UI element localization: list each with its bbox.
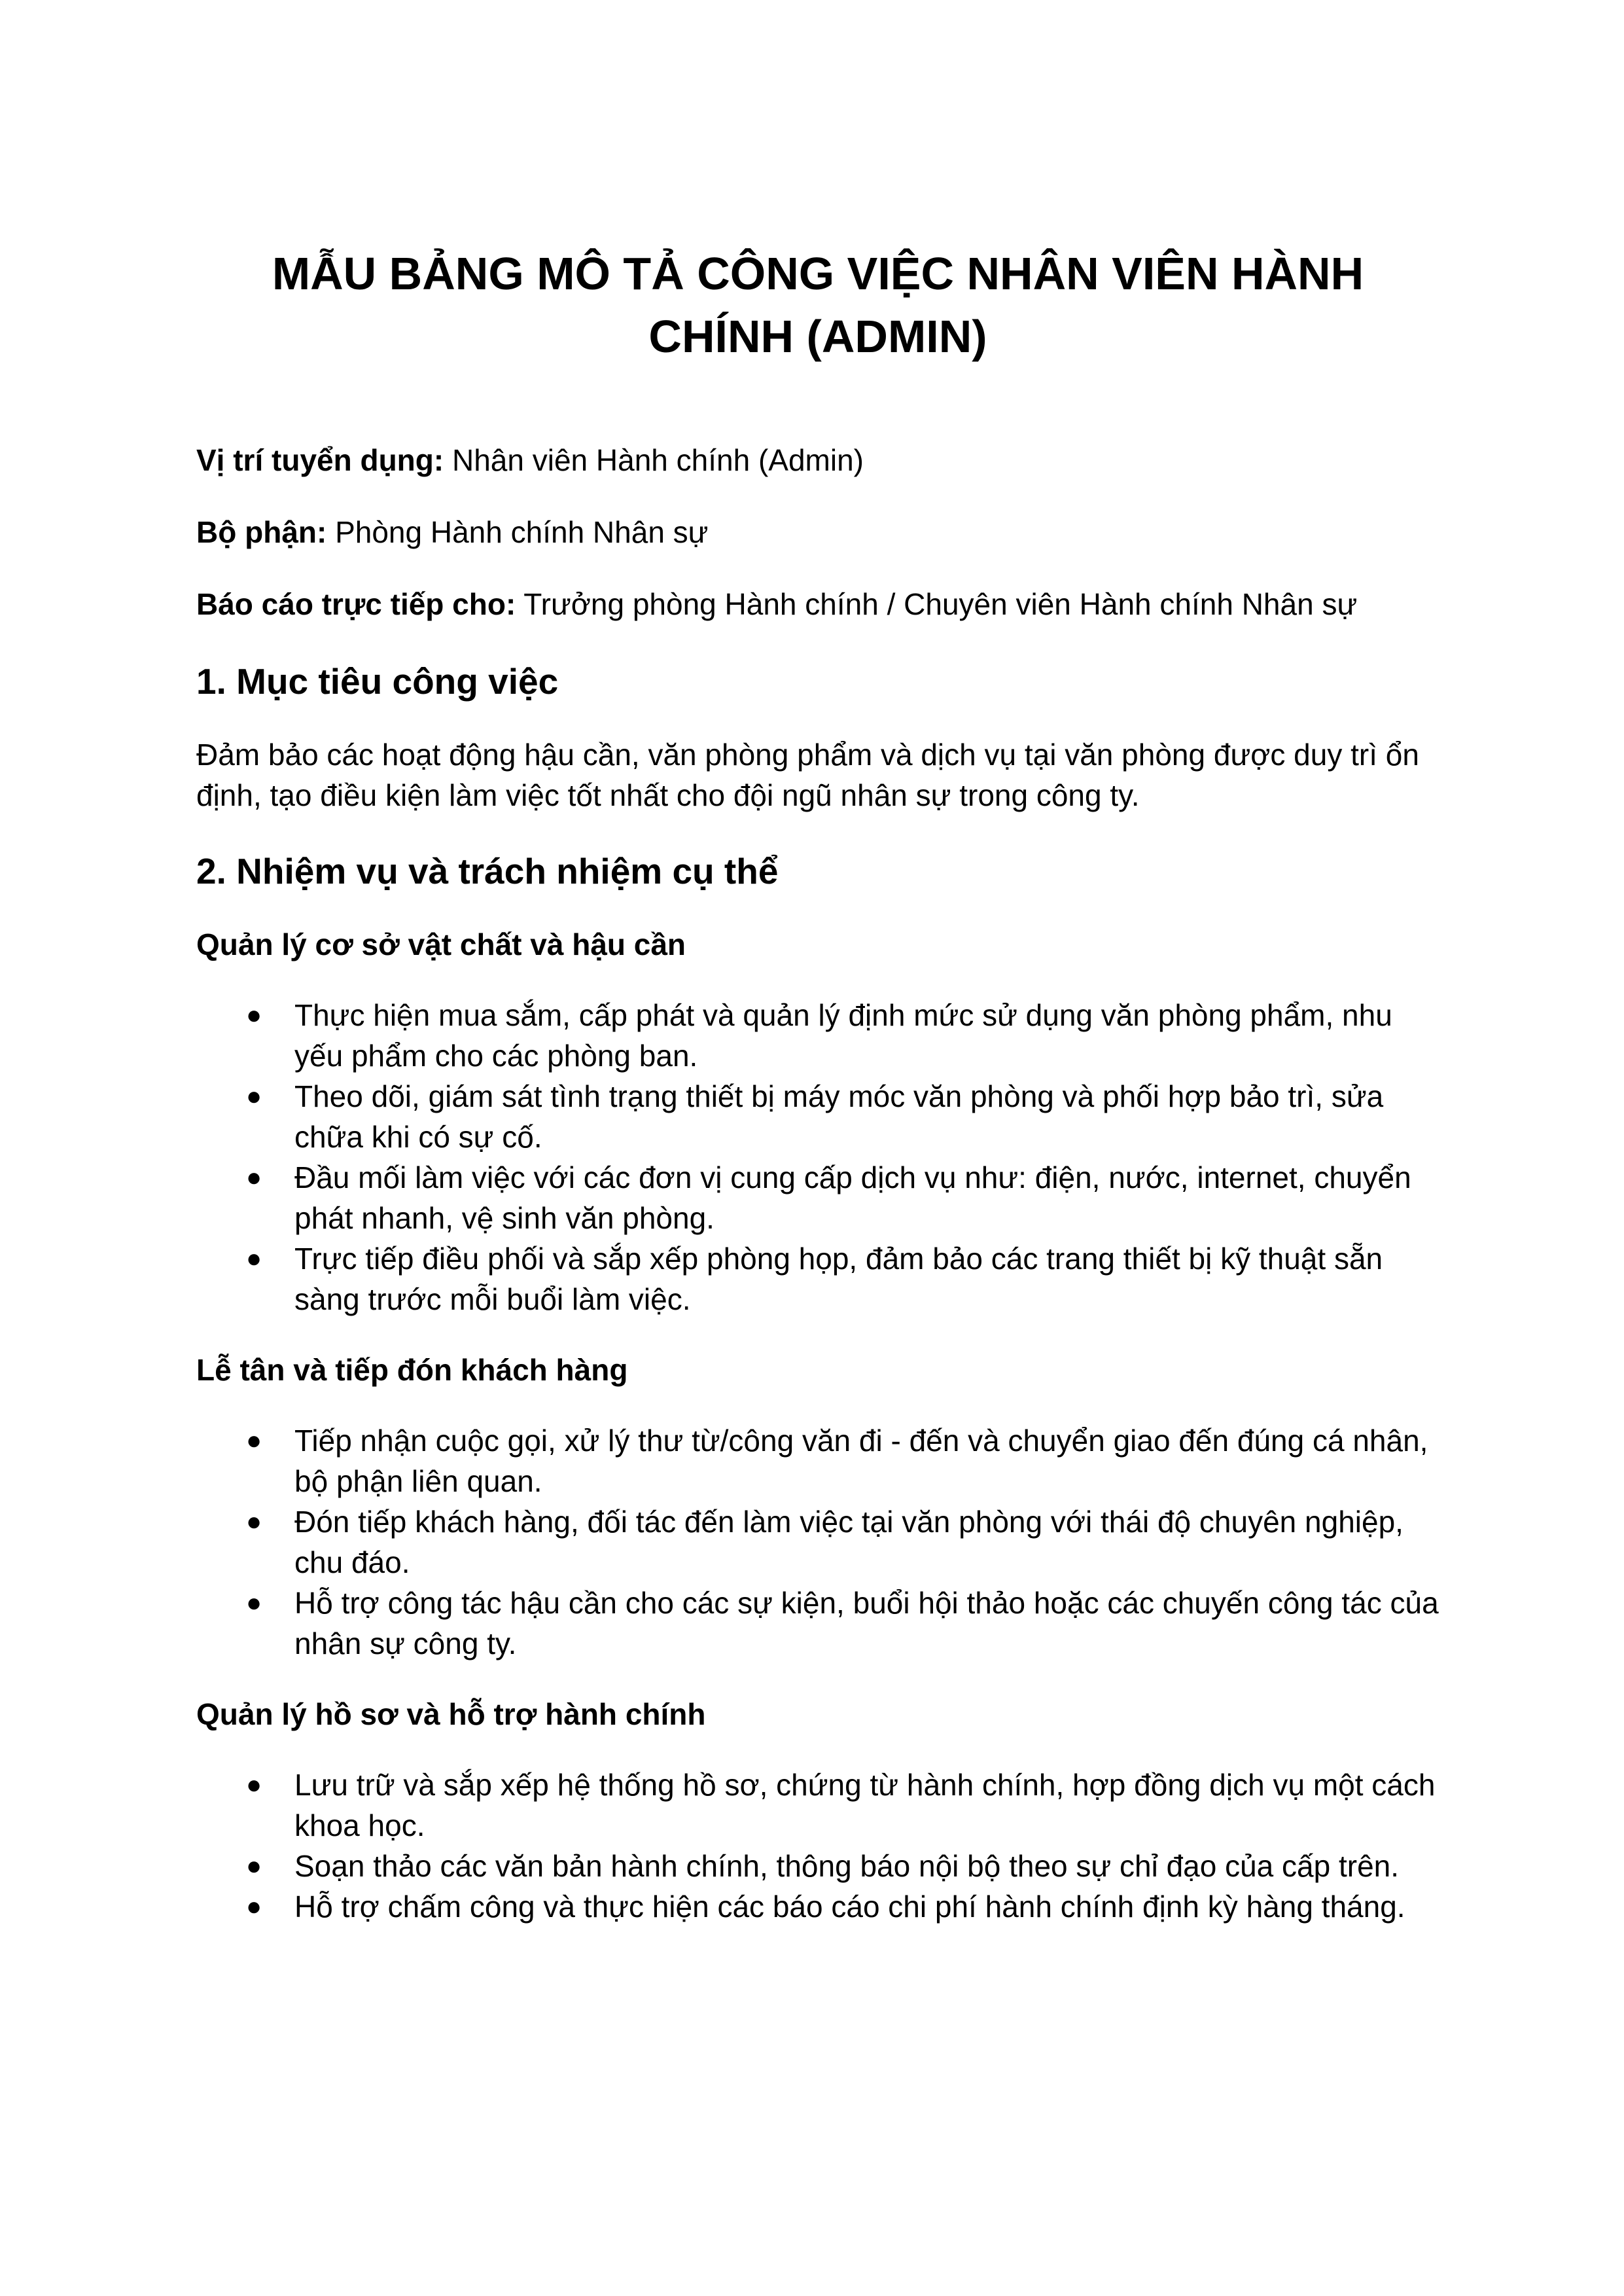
bullet-icon: ● <box>246 1507 262 1536</box>
list-item-text: Soạn thảo các văn bản hành chính, thông báo nội bộ theo sự chỉ đạo của cấp trên. <box>294 1849 1400 1883</box>
list-item-text: Trực tiếp điều phối và sắp xếp phòng họp, đảm bảo các trang thiết bị kỹ thuật sẵn sàng trước mỗi buổi làm việc. <box>294 1242 1383 1316</box>
list-item-text: Tiếp nhận cuộc gọi, xử lý thư từ/công văn đi - đến và chuyển giao đến đúng cá nhân, bộ phận liên quan. <box>294 1424 1428 1498</box>
list-item-text: Hỗ trợ công tác hậu cần cho các sự kiện, buổi hội thảo hoặc các chuyến công tác của nhân sự công ty. <box>294 1586 1439 1660</box>
bullet-icon: ● <box>246 1082 262 1111</box>
bullet-icon: ● <box>246 1001 262 1030</box>
meta-label: Vị trí tuyển dụng: <box>196 443 444 477</box>
list-item <box>196 1765 1439 1846</box>
list-item <box>196 1238 1439 1319</box>
meta-value: Trưởng phòng Hành chính / Chuyên viên Hành chính Nhân sự <box>516 587 1358 621</box>
list-item-text: Hỗ trợ chấm công và thực hiện các báo cáo chi phí hành chính định kỳ hàng tháng. <box>294 1890 1405 1924</box>
bullet-icon: ● <box>246 1892 262 1921</box>
records-list <box>196 1765 1439 1927</box>
section-heading-duties: 2. Nhiệm vụ và trách nhiệm cụ thể <box>196 851 779 891</box>
list-item <box>196 995 1439 1076</box>
list-item <box>196 1846 1439 1886</box>
list-item <box>196 1886 1439 1927</box>
list-item-text: Đầu mối làm việc với các đơn vị cung cấp dịch vụ như: điện, nước, internet, chuyển phát nhanh, vệ sinh văn phòng. <box>294 1160 1411 1235</box>
meta-label: Báo cáo trực tiếp cho: <box>196 587 516 621</box>
meta-department <box>196 512 1439 552</box>
bullet-icon: ● <box>246 1852 262 1880</box>
meta-reports-to <box>196 584 1439 624</box>
meta-value: Nhân viên Hành chính (Admin) <box>444 443 864 477</box>
list-item-text: Đón tiếp khách hàng, đối tác đến làm việc tại văn phòng với thái độ chuyên nghiệp, chu đáo. <box>294 1505 1403 1579</box>
list-item <box>196 1420 1439 1501</box>
bullet-icon: ● <box>246 1163 262 1192</box>
list-item <box>196 1583 1439 1664</box>
document-title: MẪU BẢNG MÔ TẢ CÔNG VIỆC NHÂN VIÊN HÀNH CHÍNH (ADMIN) <box>272 248 1364 362</box>
bullet-icon: ● <box>246 1244 262 1273</box>
bullet-icon: ● <box>246 1426 262 1455</box>
section-heading-objective: 1. Mục tiêu công việc <box>196 661 559 702</box>
list-item-text: Theo dõi, giám sát tình trạng thiết bị máy móc văn phòng và phối hợp bảo trì, sửa chữa khi có sự cố. <box>294 1079 1384 1154</box>
objective-paragraph: Đảm bảo các hoạt động hậu cần, văn phòng phẩm và dịch vụ tại văn phòng được duy trì ổn định, tạo điều kiện làm việc tốt nhất cho đội ngũ nhân sự trong công ty. <box>196 738 1419 812</box>
list-item <box>196 1076 1439 1157</box>
document-content <box>196 242 1439 1927</box>
subsection-heading-records: Quản lý hồ sơ và hỗ trợ hành chính <box>196 1697 706 1731</box>
list-item <box>196 1501 1439 1583</box>
facilities-list <box>196 995 1439 1319</box>
meta-label: Bộ phận: <box>196 515 327 549</box>
meta-position <box>196 440 1439 480</box>
subsection-heading-reception: Lễ tân và tiếp đón khách hàng <box>196 1353 628 1387</box>
bullet-icon: ● <box>246 1770 262 1799</box>
bullet-icon: ● <box>246 1588 262 1617</box>
list-item <box>196 1157 1439 1238</box>
meta-value: Phòng Hành chính Nhân sự <box>327 515 709 549</box>
subsection-heading-facilities: Quản lý cơ sở vật chất và hậu cần <box>196 927 686 961</box>
list-item-text: Lưu trữ và sắp xếp hệ thống hồ sơ, chứng từ hành chính, hợp đồng dịch vụ một cách khoa học. <box>294 1768 1436 1842</box>
list-item-text: Thực hiện mua sắm, cấp phát và quản lý định mức sử dụng văn phòng phẩm, nhu yếu phẩm cho các phòng ban. <box>294 998 1392 1073</box>
reception-list <box>196 1420 1439 1664</box>
